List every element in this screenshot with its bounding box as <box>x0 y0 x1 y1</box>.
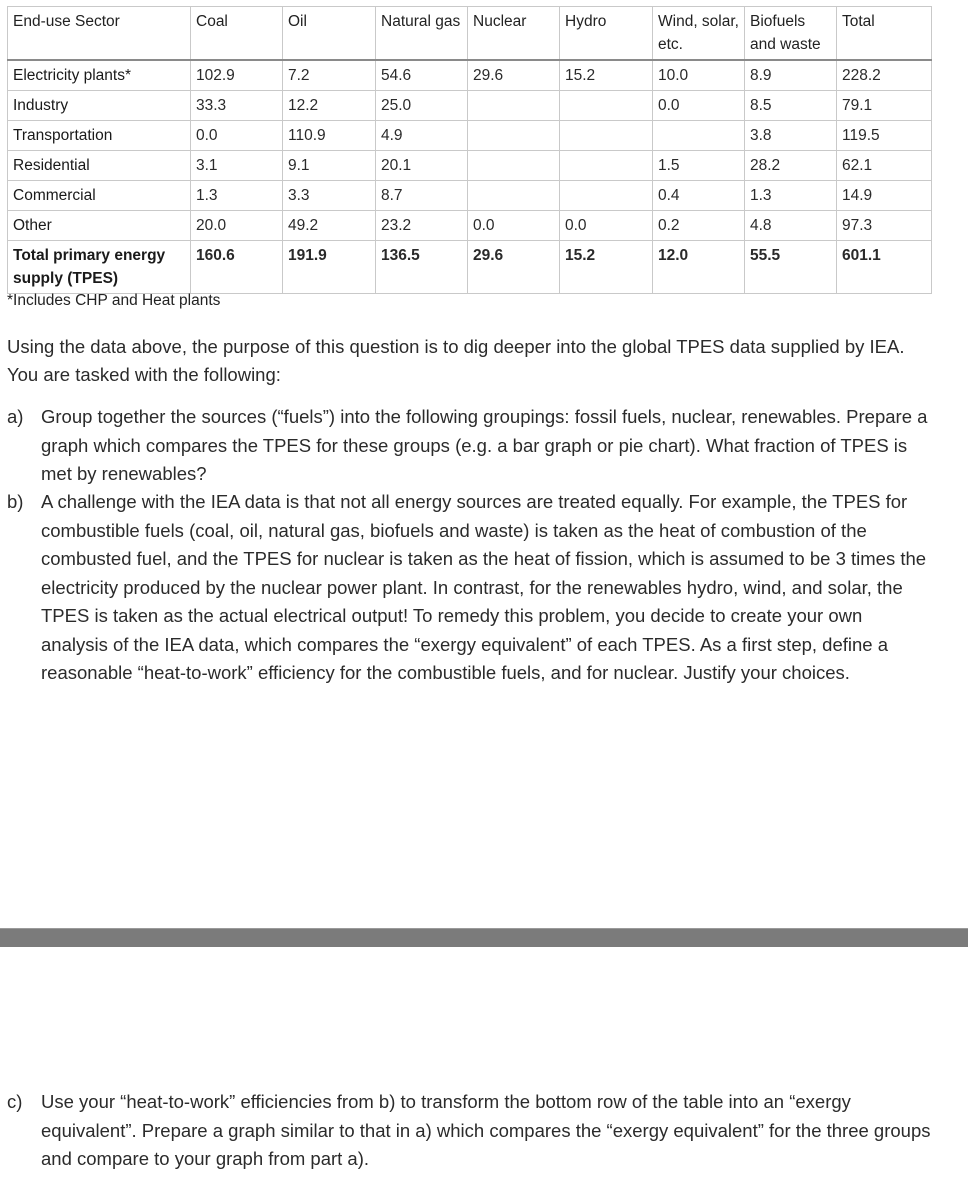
table-cell: 601.1 <box>837 241 932 294</box>
table-cell: 7.2 <box>283 60 376 91</box>
table-cell: 49.2 <box>283 211 376 241</box>
row-label: Commercial <box>8 181 191 211</box>
table-cell: 228.2 <box>837 60 932 91</box>
page-divider <box>0 928 968 947</box>
table-cell: 20.1 <box>376 151 468 181</box>
table-cell: 0.0 <box>191 121 283 151</box>
question-a-text: Group together the sources (“fuels”) into the following groupings: fossil fuels, nuclear, renewables. Prepare a graph which compares the TPES for these groups (e.g. a bar graph or pie chart). What fraction of TPES is met by renewables? <box>41 406 928 484</box>
table-total-row <box>8 241 932 294</box>
question-b <box>7 488 932 688</box>
table-cell: 0.2 <box>653 211 745 241</box>
table-cell: 0.0 <box>653 91 745 121</box>
table-cell: 136.5 <box>376 241 468 294</box>
table-cell: 15.2 <box>560 60 653 91</box>
table-cell: 119.5 <box>837 121 932 151</box>
table-row <box>8 211 932 241</box>
table-cell: 8.7 <box>376 181 468 211</box>
col-header-total: Total <box>837 7 932 61</box>
question-c <box>7 1088 932 1174</box>
col-header-biofuels: Biofuels and waste <box>745 7 837 61</box>
table-cell: 25.0 <box>376 91 468 121</box>
table-cell: 1.5 <box>653 151 745 181</box>
table-cell <box>560 151 653 181</box>
row-label: Other <box>8 211 191 241</box>
table-cell: 0.4 <box>653 181 745 211</box>
table-cell: 4.8 <box>745 211 837 241</box>
table-cell: 3.8 <box>745 121 837 151</box>
table-cell: 1.3 <box>745 181 837 211</box>
question-c-text: Use your “heat-to-work” efficiencies from b) to transform the bottom row of the table into an “exergy equivalent”. Prepare a graph similar to that in a) which compares the “exergy equivalent” for the three groups and compare to your graph from part a). <box>41 1091 931 1169</box>
table-cell: 28.2 <box>745 151 837 181</box>
table-cell: 0.0 <box>560 211 653 241</box>
question-a-label: a) <box>7 406 24 427</box>
table-cell: 102.9 <box>191 60 283 91</box>
table-cell: 191.9 <box>283 241 376 294</box>
table-row <box>8 181 932 211</box>
table-cell <box>560 121 653 151</box>
table-cell: 29.6 <box>468 241 560 294</box>
col-header-oil: Oil <box>283 7 376 61</box>
table-cell: 33.3 <box>191 91 283 121</box>
row-label: Industry <box>8 91 191 121</box>
table-cell: 8.9 <box>745 60 837 91</box>
table-cell: 4.9 <box>376 121 468 151</box>
table-cell: 160.6 <box>191 241 283 294</box>
table-cell: 23.2 <box>376 211 468 241</box>
table-footnote: *Includes CHP and Heat plants <box>7 292 221 309</box>
table-cell: 20.0 <box>191 211 283 241</box>
table-cell: 55.5 <box>745 241 837 294</box>
table-cell: 29.6 <box>468 60 560 91</box>
row-label: Transportation <box>8 121 191 151</box>
table-cell <box>468 91 560 121</box>
table-cell: 79.1 <box>837 91 932 121</box>
table-row <box>8 91 932 121</box>
table-cell: 9.1 <box>283 151 376 181</box>
table-cell <box>560 91 653 121</box>
table-cell: 3.1 <box>191 151 283 181</box>
row-label: Total primary energy supply (TPES) <box>8 241 191 294</box>
table-cell: 97.3 <box>837 211 932 241</box>
tpes-table <box>7 6 932 294</box>
table-cell: 14.9 <box>837 181 932 211</box>
row-label: Electricity plants* <box>8 60 191 91</box>
question-a <box>7 403 932 489</box>
col-header-nuclear: Nuclear <box>468 7 560 61</box>
table-cell <box>468 151 560 181</box>
row-label: Residential <box>8 151 191 181</box>
table-cell: 12.2 <box>283 91 376 121</box>
intro-paragraph: Using the data above, the purpose of this question is to dig deeper into the global TPES data supplied by IEA. You are tasked with the following: <box>7 336 905 385</box>
table-cell: 54.6 <box>376 60 468 91</box>
col-header-coal: Coal <box>191 7 283 61</box>
col-header-natural-gas: Natural gas <box>376 7 468 61</box>
table-cell: 15.2 <box>560 241 653 294</box>
table-cell <box>560 181 653 211</box>
table-cell <box>468 121 560 151</box>
table-cell: 0.0 <box>468 211 560 241</box>
table-cell <box>468 181 560 211</box>
table-header-row <box>8 7 932 61</box>
table-cell: 1.3 <box>191 181 283 211</box>
table-row <box>8 151 932 181</box>
question-b-label: b) <box>7 491 24 512</box>
table-row <box>8 60 932 91</box>
table-cell: 110.9 <box>283 121 376 151</box>
col-header-sector: End-use Sector <box>8 7 191 61</box>
table-row <box>8 121 932 151</box>
table-cell <box>653 121 745 151</box>
table-cell: 3.3 <box>283 181 376 211</box>
table-cell: 62.1 <box>837 151 932 181</box>
question-b-text: A challenge with the IEA data is that not all energy sources are treated equally. For example, the TPES for combustible fuels (coal, oil, natural gas, biofuels and waste) is taken as the heat of combustion of the combusted fuel, and the TPES for nuclear is taken as the heat of fission, which is assumed to be 3 times the electricity produced by the nuclear power plant. In contrast, for the renewables hydro, wind, and solar, the TPES is taken as the actual electrical output! To remedy this problem, you decide to create your own analysis of the IEA data, which compares the “exergy equivalent” of each TPES. As a first step, define a reasonable “heat-to-work” efficiency for the combustible fuels, and for nuclear. Justify your choices. <box>41 491 927 683</box>
col-header-hydro: Hydro <box>560 7 653 61</box>
col-header-wind-solar: Wind, solar, etc. <box>653 7 745 61</box>
table-cell: 12.0 <box>653 241 745 294</box>
question-c-label: c) <box>7 1091 23 1112</box>
table-cell: 8.5 <box>745 91 837 121</box>
table-cell: 10.0 <box>653 60 745 91</box>
